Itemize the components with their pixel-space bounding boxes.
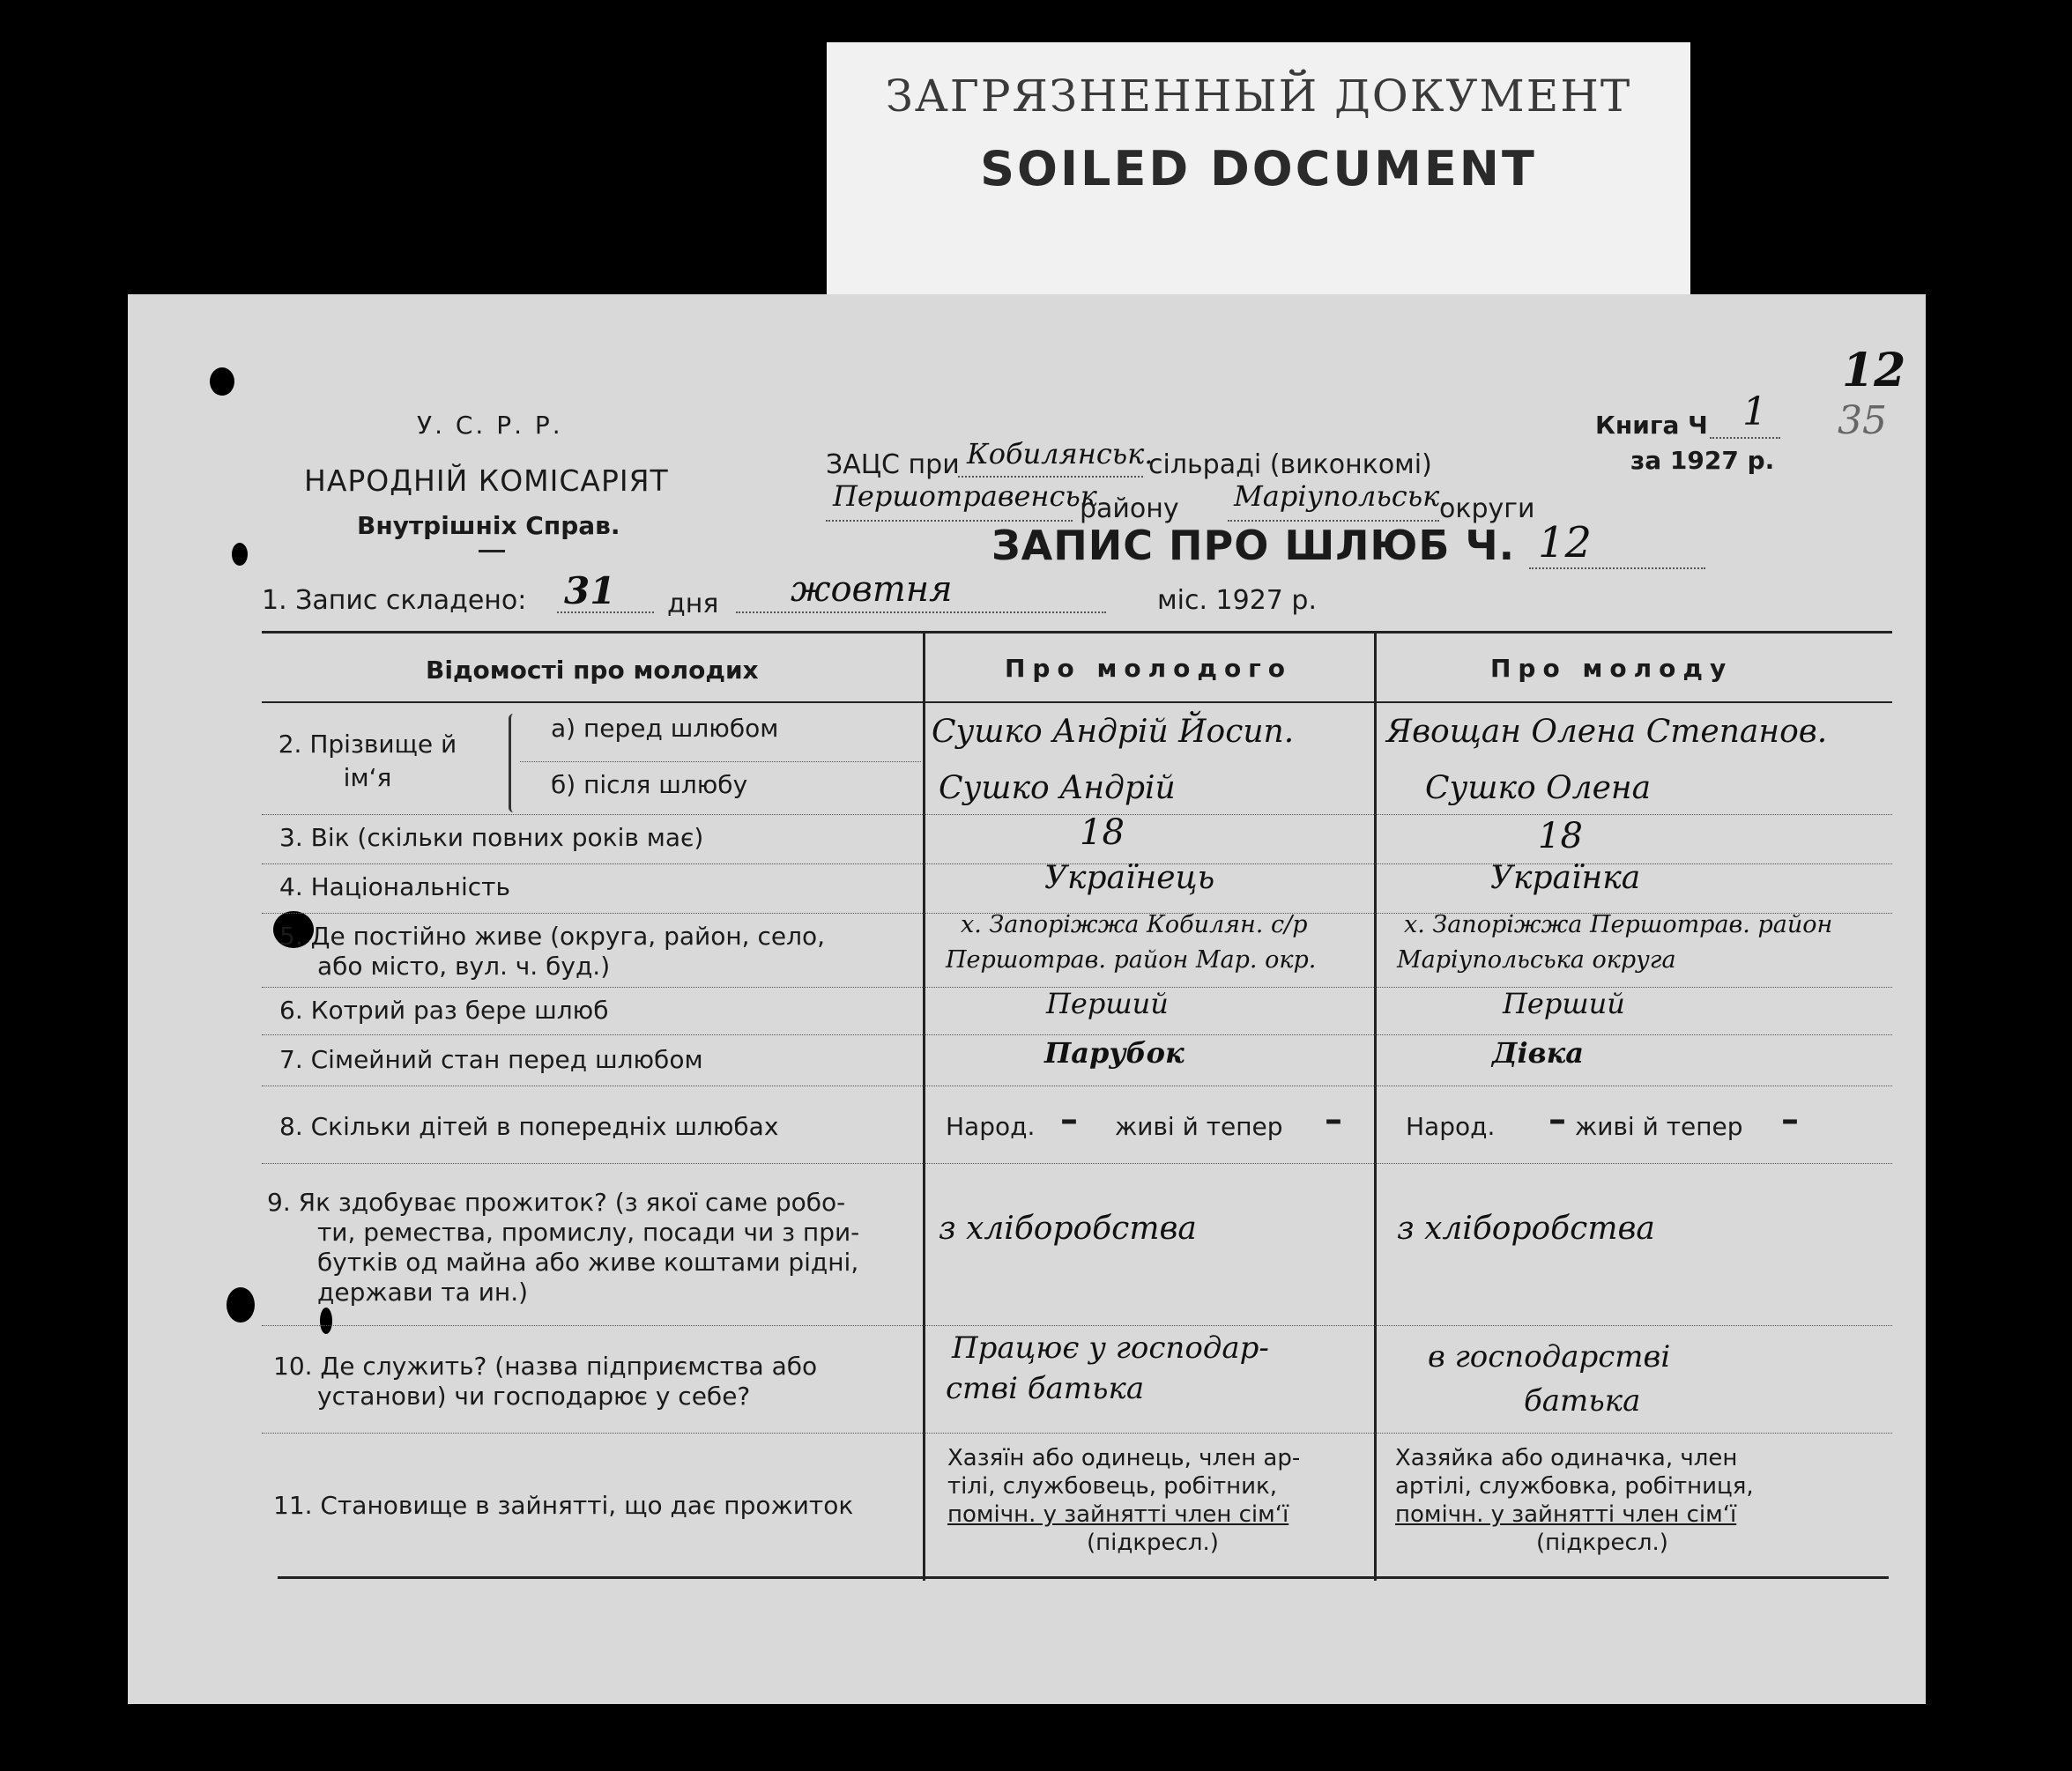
bride-occupation-line2: артілі, службовка, робітниця, xyxy=(1395,1473,1754,1500)
row-5-label-line2: або місто, вул. ч. буд.) xyxy=(317,952,611,981)
book-number: 1 xyxy=(1742,389,1767,434)
column-divider xyxy=(1374,631,1377,1581)
bride-workplace-line2: батька xyxy=(1524,1383,1641,1419)
column-header-groom: Про молодого xyxy=(1005,654,1293,683)
book-label: Книга Ч xyxy=(1595,411,1708,440)
groom-nationality: Українець xyxy=(1044,860,1215,896)
groom-residence-line1: х. Запоріжжа Кобилян. с/р xyxy=(961,911,1308,938)
row-9-label-line4: держави та ин.) xyxy=(317,1278,529,1307)
groom-children-born-label: Народ. xyxy=(946,1112,1036,1141)
bride-residence-line2: Маріупольська округа xyxy=(1397,946,1676,974)
bride-livelihood: з хліборобства xyxy=(1397,1211,1655,1247)
header-rule xyxy=(262,701,1892,703)
bride-residence-line1: х. Запоріжжа Першотрав. район xyxy=(1404,911,1833,938)
district-suffix: району xyxy=(1080,493,1179,524)
row-rule xyxy=(262,1433,1892,1434)
bride-children-alive-label: живі й тепер xyxy=(1575,1112,1743,1141)
groom-name-before: Сушко Андрій Йосип. xyxy=(932,714,1295,750)
bride-occupation-line3: помічн. у зайнятті член сім‘ї xyxy=(1395,1501,1737,1528)
groom-marriage-count: Перший xyxy=(1046,987,1169,1020)
corner-number: 12 xyxy=(1842,344,1906,397)
row-9-label-line2: ти, ремества, промислу, посади чи з при- xyxy=(317,1218,860,1247)
column-divider xyxy=(923,631,925,1581)
district-name: Першотравенськ xyxy=(833,479,1097,513)
groom-age: 18 xyxy=(1080,812,1125,853)
dotted-line xyxy=(736,611,1106,613)
dotted-line xyxy=(1710,437,1780,439)
row-rule xyxy=(262,814,1892,816)
stamp-line-russian: ЗАГРЯЗНЕННЫЙ ДОКУМЕНТ xyxy=(885,70,1632,122)
groom-children-born: – xyxy=(1060,1100,1078,1140)
dotted-line xyxy=(1529,567,1705,569)
dotted-line xyxy=(958,476,1143,478)
record-number: 12 xyxy=(1538,518,1593,567)
row-6-label: 6. Котрий раз бере шлюб xyxy=(279,996,609,1025)
column-header-info: Відомості про молодих xyxy=(426,656,759,685)
zags-suffix: сільраді (виконкомі) xyxy=(1148,449,1432,480)
row-7-label: 7. Сімейний стан перед шлюбом xyxy=(279,1045,703,1074)
groom-workplace-line2: стві батька xyxy=(946,1371,1145,1406)
groom-occupation-line3: помічн. у зайнятті член сім‘ї xyxy=(947,1501,1289,1528)
row-11-label: 11. Становище в зайнятті, що дає прожиток xyxy=(273,1491,854,1520)
punch-hole xyxy=(227,1287,255,1323)
row-5-label-line1: 5. Де постійно живе (округа, район, село, xyxy=(279,922,826,951)
row-rule xyxy=(520,761,921,763)
groom-marital-status: Парубок xyxy=(1044,1036,1185,1070)
bride-occupation-line1: Хазяйка або одиначка, член xyxy=(1395,1445,1738,1471)
page-title: ЗАПИС ПРО ШЛЮБ Ч. xyxy=(991,522,1516,569)
row-3-label: 3. Вік (скільки повних років має) xyxy=(279,823,704,852)
corner-number-pencil: 35 xyxy=(1838,398,1887,443)
soiled-document-stamp xyxy=(827,42,1690,307)
row-2-before-label: а) перед шлюбом xyxy=(551,714,779,743)
bride-name-before: Явощан Олена Степанов. xyxy=(1386,714,1828,750)
zags-prefix: ЗАЦС при xyxy=(826,449,960,480)
bride-occupation-hint: (підкресл.) xyxy=(1536,1530,1668,1556)
groom-occupation-hint: (підкресл.) xyxy=(1087,1530,1219,1556)
bride-nationality: Українка xyxy=(1490,860,1641,896)
row-rule xyxy=(262,1163,1892,1165)
row-4-label: 4. Національність xyxy=(279,872,510,901)
marriage-record-form xyxy=(128,294,1926,1704)
groom-children-alive: – xyxy=(1325,1100,1342,1140)
row-10-label-line1: 10. Де служить? (назва підприємства або xyxy=(273,1352,818,1381)
bride-children-born-label: Народ. xyxy=(1406,1112,1496,1141)
groom-workplace-line1: Працює у господар- xyxy=(952,1330,1269,1366)
table-top-rule xyxy=(262,631,1892,634)
row-rule xyxy=(262,1086,1892,1087)
commissariat-label: НАРОДНІЙ КОМІСАРІЯТ xyxy=(304,463,669,498)
row-2-after-label: б) після шлюбу xyxy=(551,770,748,799)
punch-hole xyxy=(320,1308,332,1334)
row-10-label-line2: установи) чи господарює у себе? xyxy=(317,1382,751,1411)
groom-livelihood: з хліборобства xyxy=(939,1211,1197,1247)
record-day-label: дня xyxy=(667,589,719,619)
row-2-label: 2. Прізвище й ім‘я xyxy=(278,730,457,792)
punch-hole xyxy=(210,367,234,396)
bride-children-alive: – xyxy=(1781,1100,1799,1140)
internal-affairs-label: Внутрішніх Справ. xyxy=(357,511,620,540)
bride-marital-status: Дівка xyxy=(1492,1036,1585,1070)
record-month: жовтня xyxy=(791,569,953,610)
okrug-suffix: округи xyxy=(1439,493,1535,524)
okrug-name: Маріупольськ. xyxy=(1234,479,1449,513)
brace xyxy=(509,714,518,812)
table-bottom-rule xyxy=(278,1576,1889,1579)
record-month-label: міс. 1927 р. xyxy=(1157,585,1317,616)
bride-name-after: Сушко Олена xyxy=(1425,770,1652,806)
bride-workplace-line1: в господарстві xyxy=(1428,1339,1671,1375)
punch-hole xyxy=(232,543,248,566)
row-rule xyxy=(262,1325,1892,1327)
groom-residence-line2: Першотрав. район Мар. окр. xyxy=(946,946,1317,974)
record-date-label: 1. Запис складено: xyxy=(262,585,527,616)
zags-village: Кобилянськ. xyxy=(967,437,1154,471)
groom-children-alive-label: живі й тепер xyxy=(1115,1112,1283,1141)
bride-marriage-count: Перший xyxy=(1503,987,1625,1020)
dotted-line xyxy=(557,611,654,613)
groom-name-after: Сушко Андрій xyxy=(939,770,1176,806)
record-day: 31 xyxy=(564,569,616,612)
groom-occupation-line1: Хазяїн або одинець, член ар- xyxy=(947,1445,1301,1471)
groom-occupation-line2: тілі, службовець, робітник, xyxy=(947,1473,1277,1500)
book-year: за 1927 р. xyxy=(1630,446,1775,475)
divider-mark xyxy=(479,550,505,552)
row-8-label: 8. Скільки дітей в попередніх шлюбах xyxy=(279,1112,779,1141)
row-9-label-line3: бутків од майна або живе коштами рідні, xyxy=(317,1248,859,1277)
column-header-bride: Про молоду xyxy=(1490,654,1734,683)
row-9-label-line1: 9. Як здобуває прожиток? (з якої саме робо- xyxy=(267,1188,846,1217)
ussr-label: У. С. Р. Р. xyxy=(417,411,563,440)
stamp-line-english: SOILED DOCUMENT xyxy=(980,141,1537,196)
bride-children-born: – xyxy=(1548,1100,1566,1140)
bride-age: 18 xyxy=(1538,816,1583,856)
